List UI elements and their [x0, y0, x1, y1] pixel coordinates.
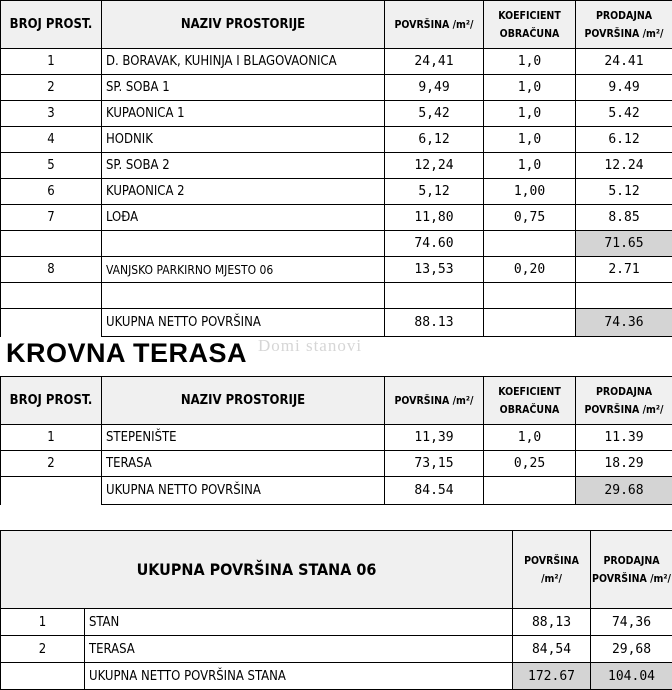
total-label: UKUPNA NETTO POVRŠINA [102, 309, 385, 337]
cell-prodajna: 11.39 [576, 425, 672, 451]
apartment-total-table [0, 530, 672, 690]
total-povrsina: 84.54 [385, 477, 484, 505]
col-header-prodajna [591, 531, 672, 609]
total-row [1, 477, 672, 505]
cell-koef: 1,0 [484, 425, 576, 451]
col-header-povrsina: POVRŠINA /m²/ [385, 1, 484, 49]
prodajna-line2: POVRŠINA /m²/ [584, 403, 664, 416]
cell-prodajna: 5.42 [576, 101, 672, 127]
cell-prodajna: 9.49 [576, 75, 672, 101]
col-header-koeficient [484, 1, 576, 49]
cell-naziv: STEPENIŠTE [102, 425, 385, 451]
total-row [1, 663, 672, 690]
cell-koef: 0,20 [484, 257, 576, 283]
cell-povrsina: 11,80 [385, 205, 484, 231]
table-row [1, 205, 672, 231]
total-prodajna: 74.36 [576, 309, 672, 337]
cell-prodajna: 29,68 [591, 636, 672, 663]
koef-line1: KOEFICIENT [498, 385, 561, 398]
cell-prodajna: 18.29 [576, 451, 672, 477]
cell-povrsina: 5,42 [385, 101, 484, 127]
povrsina-line2: /m²/ [541, 572, 562, 585]
cell-prodajna: 8.85 [576, 205, 672, 231]
total-row [1, 309, 672, 337]
table-row [1, 127, 672, 153]
parking-row [1, 257, 672, 283]
cell-koef: 1,0 [484, 127, 576, 153]
roof-terrace-table [0, 376, 672, 505]
cell-koef: 0,25 [484, 451, 576, 477]
col-header-povrsina [513, 531, 591, 609]
col-header-povrsina: POVRŠINA /m²/ [385, 377, 484, 425]
col-header-koeficient [484, 377, 576, 425]
subtotal-povrsina: 74.60 [385, 231, 484, 257]
cell-broj: 3 [1, 101, 102, 127]
cell-koef: 1,0 [484, 153, 576, 179]
cell-naziv: HODNIK [102, 127, 385, 153]
table-row [1, 179, 672, 205]
cell-prodajna: 5.12 [576, 179, 672, 205]
povrsina-line1: POVRŠINA [524, 554, 579, 567]
table-row [1, 49, 672, 75]
col-header-prodajna [576, 377, 672, 425]
cell-povrsina: 12,24 [385, 153, 484, 179]
prodajna-line1: PRODAJNA [603, 554, 660, 567]
total-label: UKUPNA NETTO POVRŠINA STANA [85, 663, 513, 690]
cell-naziv: VANJSKO PARKIRNO MJESTO 06 [102, 257, 385, 283]
cell-povrsina: 84,54 [513, 636, 591, 663]
koef-line2: OBRAČUNA [499, 403, 560, 416]
prodajna-line1: PRODAJNA [595, 9, 653, 22]
cell-broj: 5 [1, 153, 102, 179]
total-povrsina: 172.67 [513, 663, 591, 690]
koef-line1: KOEFICIENT [498, 9, 561, 22]
cell-povrsina: 13,53 [385, 257, 484, 283]
cell-povrsina: 73,15 [385, 451, 484, 477]
cell-povrsina: 6,12 [385, 127, 484, 153]
cell-broj: 8 [1, 257, 102, 283]
watermark-logo: Domi stanovi [258, 336, 363, 355]
cell-broj: 2 [1, 636, 85, 663]
col-header-naziv: NAZIV PROSTORIJE [102, 377, 385, 425]
col-header-broj: BROJ PROST. [1, 377, 102, 425]
cell-broj: 7 [1, 205, 102, 231]
prodajna-line2: POVRŠINA /m²/ [584, 27, 664, 40]
cell-naziv: TERASA [102, 451, 385, 477]
col-header-broj: BROJ PROST. [1, 1, 102, 49]
cell-povrsina: 88,13 [513, 609, 591, 636]
table-row [1, 153, 672, 179]
cell-broj: 2 [1, 451, 102, 477]
cell-naziv: STAN [85, 609, 513, 636]
cell-broj: 6 [1, 179, 102, 205]
cell-naziv: TERASA [85, 636, 513, 663]
cell-naziv: SP. SOBA 1 [102, 75, 385, 101]
table-row [1, 75, 672, 101]
col-header-naziv: NAZIV PROSTORIJE [102, 1, 385, 49]
total-label: UKUPNA NETTO POVRŠINA [102, 477, 385, 505]
cell-broj: 1 [1, 609, 85, 636]
cell-koef: 1,0 [484, 49, 576, 75]
cell-povrsina: 5,12 [385, 179, 484, 205]
cell-broj: 2 [1, 75, 102, 101]
table-row [1, 636, 672, 663]
cell-naziv: KUPAONICA 1 [102, 101, 385, 127]
subtotal-row [1, 231, 672, 257]
summary-title: UKUPNA POVRŠINA STANA 06 [1, 531, 513, 609]
cell-koef: 1,0 [484, 75, 576, 101]
prodajna-line1: PRODAJNA [595, 385, 653, 398]
cell-koef: 0,75 [484, 205, 576, 231]
table-row [1, 101, 672, 127]
subtotal-prodajna: 71.65 [576, 231, 672, 257]
col-header-prodajna [576, 1, 672, 49]
total-povrsina: 88.13 [385, 309, 484, 337]
cell-koef: 1,0 [484, 101, 576, 127]
cell-povrsina: 9,49 [385, 75, 484, 101]
cell-prodajna: 2.71 [576, 257, 672, 283]
cell-naziv: LOĐA [102, 205, 385, 231]
cell-naziv: D. BORAVAK, KUHINJA I BLAGOVAONICA [102, 49, 385, 75]
cell-prodajna: 6.12 [576, 127, 672, 153]
cell-povrsina: 24,41 [385, 49, 484, 75]
table-row [1, 451, 672, 477]
total-prodajna: 104.04 [591, 663, 672, 690]
cell-broj: 1 [1, 425, 102, 451]
cell-naziv: KUPAONICA 2 [102, 179, 385, 205]
table-row [1, 609, 672, 636]
apartment-rooms-table [0, 0, 672, 337]
section-title: KROVNA TERASA [6, 338, 248, 368]
cell-prodajna: 24.41 [576, 49, 672, 75]
cell-broj: 4 [1, 127, 102, 153]
cell-broj: 1 [1, 49, 102, 75]
koef-line2: OBRAČUNA [499, 27, 560, 40]
total-prodajna: 29.68 [576, 477, 672, 505]
cell-prodajna: 74,36 [591, 609, 672, 636]
cell-naziv: SP. SOBA 2 [102, 153, 385, 179]
cell-koef: 1,00 [484, 179, 576, 205]
prodajna-line2: POVRŠINA /m²/ [592, 572, 671, 585]
cell-prodajna: 12.24 [576, 153, 672, 179]
cell-povrsina: 11,39 [385, 425, 484, 451]
table-row [1, 425, 672, 451]
